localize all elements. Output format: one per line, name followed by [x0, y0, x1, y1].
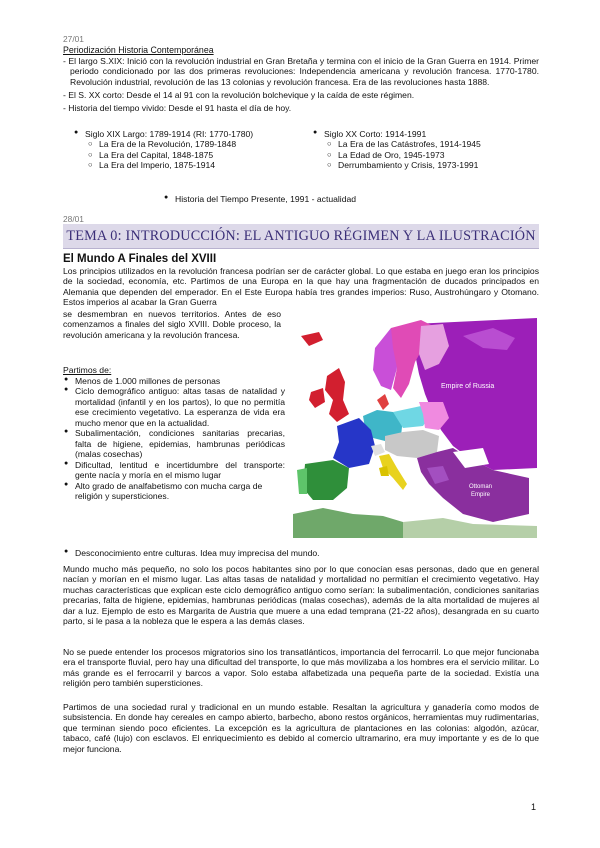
col-right: [312, 129, 532, 171]
intro-paragraph: Los principios utilizados en la revolución francesa podrían ser de carácter global. Lo que estaba en juego eran los principios de la sociedad, economía, etc. Partimos de una Europa en la que hay una fragmentación de ducados principados en Alemania que dependen del emperador. En el Este Europa había tres grandes imperios: Ruso, Austrohúngaro y Otomano. Estos imperios al acabar la Gran Guerra: [63, 266, 539, 308]
map-austria: [385, 430, 439, 458]
col-left-head: ● Siglo XIX Largo: 1789-1914 (RI: 1770-1780): [73, 129, 295, 139]
periodization-list: [63, 56, 539, 113]
partimos-list: [63, 376, 285, 502]
list-item: ● Ciclo demográfico antiguo: altas tasas de natalidad y mortalidad (infantil y en los partos), lo que no permitía ese crecimiento vegetativo. La esperanza de vida era mucho menor que en la actualidad.: [63, 386, 285, 428]
col-left-sub: ○ La Era del Capital, 1848-1875: [87, 150, 295, 160]
col-left-sub: ○ La Era del Imperio, 1875-1914: [87, 160, 295, 170]
col-right-sub: ○ La Edad de Oro, 1945-1973: [326, 150, 532, 160]
col-left: [73, 129, 295, 171]
date-label-2: 28/01: [63, 214, 84, 224]
section-heading: El Mundo A Finales del XVIII: [63, 253, 217, 265]
period-item: - Historia del tiempo vivido: Desde el 91 hasta el día de hoy.: [63, 102, 292, 113]
body-paragraph-1: Mundo mucho más pequeño, no solo los pocos habitantes sino por lo que conocían esas personas, dado que en general nacían y morían en el mismo lugar. Las altas tasas de natalidad y mortalidad no permitían el crecimiento vegetativo. Hay muchas características que explican este ciclo demográfico antiguo como serían: la subalimentación, condiciones sanitarias precarias, falta de higiene, epidemias, hambrunas periódicas (malas cosechas), además de la alta mortalidad de mujeres al dar a luz. Ejemplo de esto es Margarita de Austria que muere a una edad temprana (21-22 años), desangrada en su cuarto parto, si le pasa a la nobleza que le espera a las demás clases.: [63, 564, 539, 627]
europe-map: [293, 318, 537, 538]
list-item: ● Dificultad, lentitud e incertidumbre del transporte: gente nacía y moría en el mismo lugar: [63, 460, 285, 481]
chapter-banner: TEMA 0: INTRODUCCIÓN: EL ANTIGUO RÉGIMEN Y LA ILUSTRACIÓN: [63, 224, 539, 249]
list-item: ● Alto grado de analfabetismo con mucha carga de religión y supersticiones.: [63, 481, 285, 502]
centered-bullet: ● Historia del Tiempo Presente, 1991 - actualidad: [163, 194, 600, 204]
map-label-empire: Empire: [471, 492, 491, 498]
intro-paragraph-cont: se desmembran en nuevos territorios. Antes de eso comenzamos a finales del siglo XVIII. Doble proceso, la revolución americana y la revolución francesa.: [63, 309, 281, 340]
period-item: - El S. XX corto: Desde el 14 al 91 con la revolución bolchevique y la caída de este régimen.: [63, 90, 415, 101]
partimos-label: Partimos de:: [63, 365, 112, 375]
section-title: Periodización Historia Contemporánea: [63, 45, 214, 55]
col-left-sub: ○ La Era de la Revolución, 1789-1848: [87, 139, 295, 149]
col-right-sub: ○ La Era de las Catástrofes, 1914-1945: [326, 139, 532, 149]
list-item: ● Menos de 1.000 millones de personas: [63, 376, 285, 386]
col-right-head: ● Siglo XX Corto: 1914-1991: [312, 129, 532, 139]
map-label-russia: Empire of Russia: [441, 383, 495, 390]
list-item: ● Desconocimiento entre culturas. Idea muy imprecisa del mundo.: [63, 548, 551, 558]
page-number: 1: [531, 802, 537, 812]
period-item: - El largo S.XIX: Inició con la revolución industrial en Gran Bretaña y termina con el inicio de la Gran Guerra en 1914. Primer periodo condicionado por las dos primeras revoluciones: Independencia americana y revolución francesa. 1770-1780. Revolución industrial, revolución de las 13 colonias y revolución francesa. Era de las revoluciones hasta 1888.: [63, 56, 539, 87]
col-right-sub: ○ Derrumbamiento y Crisis, 1973-1991: [326, 160, 532, 170]
body-paragraph-2: No se puede entender los procesos migratorios sino los transatlánticos, importancia del ferrocarril. Lo que mejor funcionaba era el transporte fluvial, pero hay una dificultad del transporte, lo que más movilizaba a los hombres era el servicio militar. Lo más grande es el ferrocarril y barcos a vapor. Solo estaba alfabetizada una pequeña parte de la sociedad. Existía una religión pero también supersticiones.: [63, 647, 539, 689]
map-label-ottoman: Ottoman: [469, 484, 493, 490]
list-item: ● Subalimentación, condiciones sanitarias precarias, falta de higiene, epidemias, hambrunas periódicas (malas cosechas): [63, 428, 285, 459]
body-paragraph-3: Partimos de una sociedad rural y tradicional en un mundo estable. Resaltan la agricultura y ganadería como modos de subsistencia. En donde hay cereales en campo abierto, barbecho, abono restos orgánicos, herramientas muy rudimentarias, que terminan siendo poco eficientes. La excepción es la agricultura de plantaciones en las colonias: algodón, azúcar, tabaco, café (lujo) con esclavos. El enriquecimiento es debido al comercio ultramarino, era muy importante y es de lo que mejor funciona.: [63, 702, 539, 754]
date-label: 27/01: [63, 34, 84, 44]
